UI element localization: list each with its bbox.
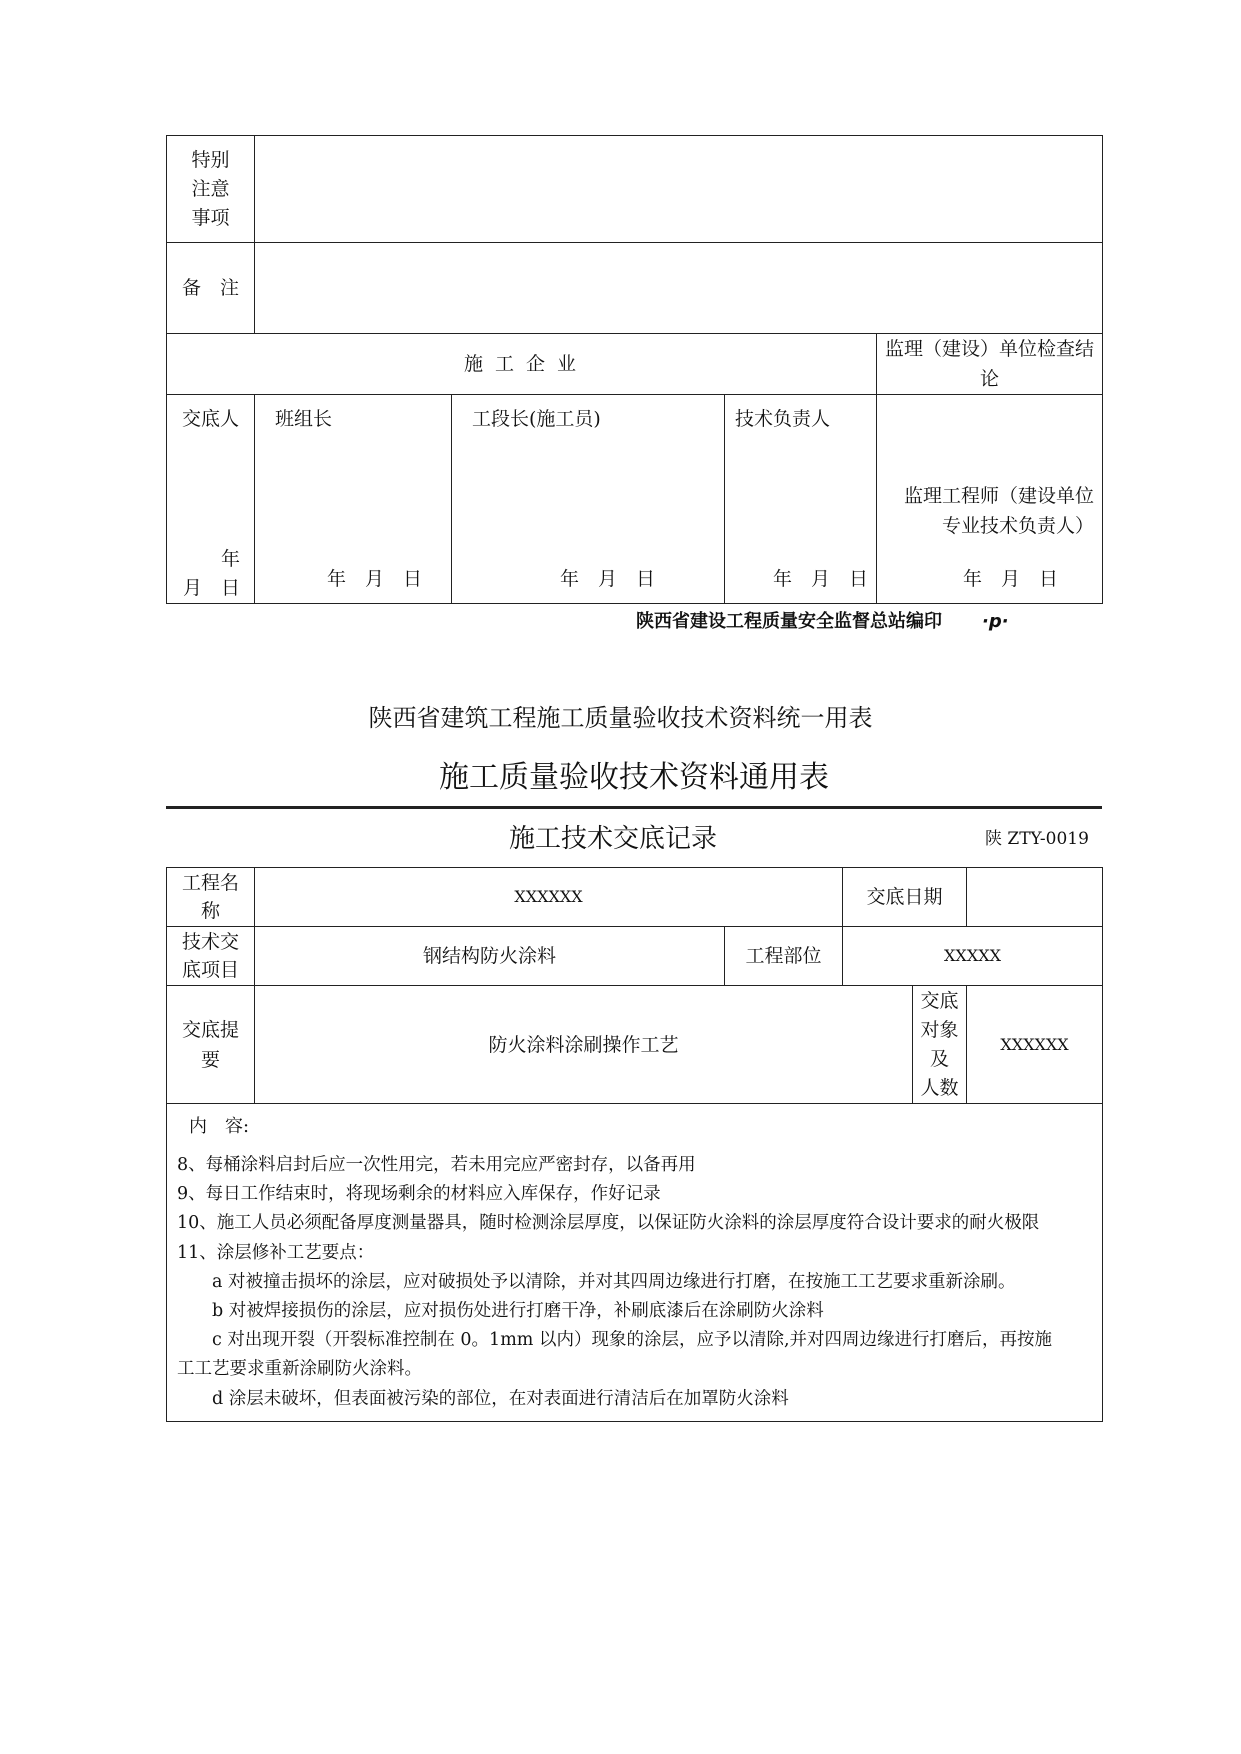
form-title: 施工技术交底记录 [508,824,717,854]
target-label: 交底 对象 及 人数 [913,986,967,1104]
main-title: 陕西省建筑工程施工质量验收技术资料统一用表 [368,704,873,732]
location-value[interactable]: XXXXX [843,927,1103,986]
content-line: 9、每日工作结束时，将现场剩余的材料应入库保存，作好记录 [177,1184,661,1205]
location-label: 工程部位 [725,927,843,986]
engineer-cell[interactable] [877,395,1103,604]
supervision-header: 监理（建设）单位检查结 论 [877,334,1103,395]
section-leader-date: 年 月 日 [560,568,656,590]
sub-title: 施工质量验收技术资料通用表 [439,760,829,795]
date-label: 交底日期 [843,868,967,927]
content-lines [177,1151,1102,1414]
summary-value[interactable]: 防火涂料涂刷操作工艺 [255,986,913,1104]
project-name-value[interactable]: XXXXXX [255,868,843,927]
section-leader-cell[interactable] [452,395,725,604]
tech-lead-cell[interactable] [725,395,877,604]
section-leader-label: 工段长(施工员) [472,408,601,430]
form-code: 陕 ZTY-0019 [985,829,1089,849]
content-line: a 对被撞击损坏的涂层，应对破损处予以清除，并对其四周边缘进行打磨，在按施工工艺要求重新涂刷。 [177,1271,1016,1292]
presenter-label: 交底人 [181,408,239,430]
team-leader-cell[interactable] [255,395,452,604]
special-notes-label: 特别 注意 事项 [167,136,255,243]
presenter-date: 年 月 日 [182,548,240,599]
summary-label: 交底提 要 [167,986,255,1104]
engineer-date: 年 月 日 [963,568,1059,590]
content-line: 工工艺要求重新涂刷防火涂料。 [177,1359,422,1380]
engineer-label: 监理工程师（建设单位 专业技术负责人） [903,485,1094,537]
item-value[interactable]: 钢结构防火涂料 [255,927,725,986]
content-line: 11、涂层修补工艺要点： [177,1242,375,1263]
company-label: 施 工 企 业 [167,334,877,395]
item-label: 技术交 底项目 [167,927,255,986]
content-line: b 对被焊接损伤的涂层，应对损伤处进行打磨干净，补刷底漆后在涂刷防火涂料 [177,1301,824,1322]
record-table [166,867,1103,1422]
special-notes-field[interactable] [255,136,1103,243]
date-value[interactable] [967,868,1103,927]
content-line: d 涂层未破坏，但表面被污染的部位，在对表面进行清洁后在加罩防火涂料 [177,1388,789,1409]
page-mark: ·p· [982,611,1009,632]
presenter-cell[interactable] [167,395,255,604]
tech-lead-label: 技术负责人 [735,408,831,430]
publisher-text: 陕西省建设工程质量安全监督总站编印 [636,611,942,632]
content-heading: 内 容: [189,1116,250,1137]
content-cell[interactable] [167,1104,1103,1422]
tech-lead-date: 年 月 日 [773,568,869,590]
top-form-table [166,135,1103,604]
remarks-field[interactable] [255,243,1103,334]
content-line: 8、每桶涂料启封后应一次性用完，若未用完应严密封存，以备再用 [177,1155,696,1175]
content-line: 10、施工人员必须配备厚度测量器具，随时检测涂层厚度，以保证防火涂料的涂层厚度符合设计要求的耐火极限 [177,1213,1040,1234]
remarks-label: 备 注 [167,243,255,334]
target-value[interactable]: XXXXXX [967,986,1103,1104]
project-name-label: 工程名 称 [167,868,255,927]
title-rule [166,806,1102,809]
team-leader-label: 班组长 [275,408,333,430]
content-line: c 对出现开裂（开裂标准控制在 0。1mm 以内）现象的涂层，应予以清除,并对四周边缘进行打磨后，再按施 [177,1330,1053,1351]
team-leader-date: 年 月 日 [327,568,423,590]
